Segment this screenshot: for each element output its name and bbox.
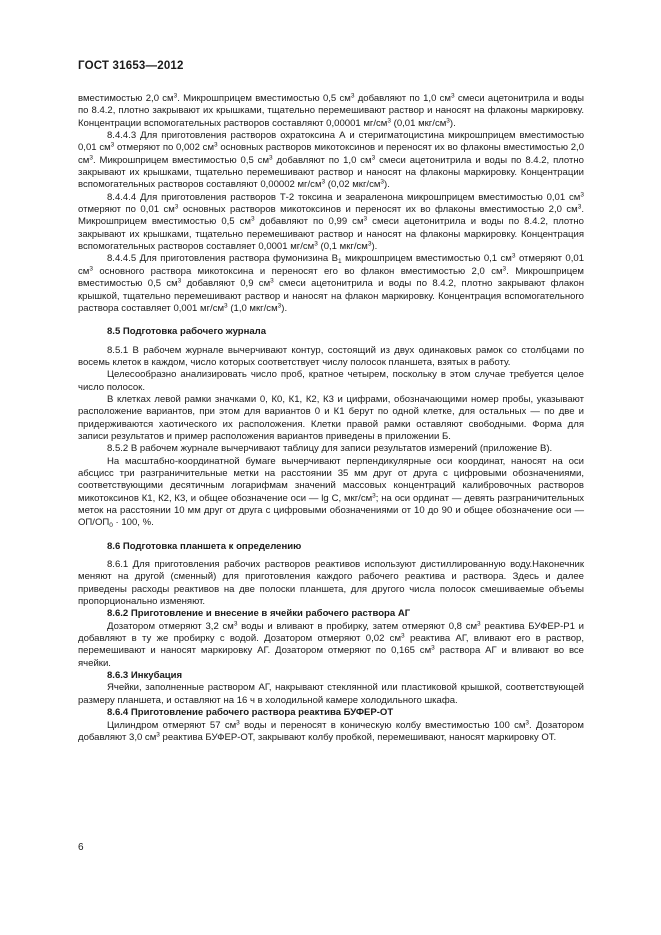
section-heading: 8.5 Подготовка рабочего журнала xyxy=(107,326,267,338)
paragraph: На масштабно-координатной бумаге вычерчивают перпендикулярные оси координат, наносят на оси абсцисс три разграничительные метки на расстоянии 35 мм друг от друга с цифровыми обозначениями, соответствующими десятичным логарифмам значений массовых концентраций калибровочных растворов микотоксинов К1, К2, К3, и общее обозначение оси — lg C, мкг/$см^3$; на оси ординат — девять разграничительных меток на расстоянии 10 мм друг от друга с цифровыми обозначениями от 10 до 90 и общее обозначение оси — $ОП/ОП_0 \cdot 100$, %. xyxy=(78,455,584,530)
paragraph: Ячейки, заполненные раствором АГ, накрывают стеклянной или пластиковой крышкой, соответствующей размеру планшета, и оставляют на 16 ч в холодильной камере холодильного шкафа. xyxy=(78,682,584,706)
paragraph: В клетках левой рамки значками 0, К0, К1, К2, К3 и цифрами, обозначающими номер пробы, указывают расположение вариантов, при этом для вариантов 0 и К1 берут по одной клетке, для остальных — по две и придерживаются хаотического их расположения. Клетки правой рамки оставляют свободными. Форма для записи результатов и пример расположения вариантов приведены в приложении Б. xyxy=(78,393,584,442)
section-heading: 8.6.2 Приготовление и внесение в ячейки рабочего раствора АГ xyxy=(107,608,411,620)
paragraph: Дозатором отмеряют 3,2 $см^3$ воды и вливают в пробирку, затем отмеряют 0,8 $см^3$ реактива БУФЕР-Р1 и добавляют в ту же пробирку с водой. Дозатором отмеряют 0,02 $см^3$ реактива АГ, вливают его в раствор, перемешивают и наносят маркировку АГ. Дозатором отмеряют по 0,165 $см^3$ раствора АГ и вливают во все ячейки. xyxy=(78,620,585,669)
paragraph: Целесообразно анализировать число проб, кратное четырем, поскольку в этом случае требуется целое число полосок. xyxy=(78,369,584,393)
section-heading: 8.6.4 Приготовление рабочего раствора реактива БУФЕР-ОТ xyxy=(107,707,394,719)
paragraph: 8.4.4.3 Для приготовления растворов охратоксина А и стеригматоцистина микрошприцем вместимостью 0,01 $см^3$ отмеряют по 0,002 $см^3$ основных растворов микотоксинов и переносят их во флаконы вместимостью 2,0 $см^3$. Микрошприцем вместимостью 0,5 $см^3$ добавляют по 1,0 $см^3$ смеси ацетонитрила и воды по 8.4.2, плотно закрывают их крышками, тщательно перемешивают раствор и наносят на флаконы маркировку. Концентрации вспомогательных растворов составляют 0,00002 $мг/см^3$ (0,02 мкг/$см^3$). xyxy=(78,130,585,191)
paragraph: 8.6.1 Для приготовления рабочих растворов реактивов используют дистиллированную воду.Наконечник меняют на другой (сменный) для приготовления каждого рабочего реактива и раствора. Здесь и далее приведены расходы реактивов на две полоски планшета, для другого числа полосок смешиваемые объемы пропорционально изменяют. xyxy=(78,559,584,608)
page-number: 6 xyxy=(78,842,84,853)
standard-header: ГОСТ 31653—2012 xyxy=(78,60,184,72)
section-heading: 8.6 Подготовка планшета к определению xyxy=(107,540,302,552)
paragraph: вместимостью 2,0 $см^3$. Микрошприцем вместимостью 0,5 $см^3$ добавляют по 1,0 $см^3$ смеси ацетонитрила и воды по 8.4.2, плотно закрывают их крышками, тщательно перемешивают раствор и наносят на флаконы маркировку. Концентрации вспомогательных растворов составляют 0,00001 $мг/см^3$ (0,01 мкг/$см^3$). xyxy=(78,92,584,129)
spacer xyxy=(78,315,584,326)
section-heading: 8.6.3 Инкубация xyxy=(107,670,183,682)
spacer xyxy=(78,530,584,541)
paragraph: 8.4.4.5 Для приготовления раствора фумонизина $В_1$ микрошприцем вместимостью 0,1 $см^3$ отмеряют 0,01 $см^3$ основного раствора микотоксина и переносят его во флакон вместимостью 2,0 $см^3$. Микрошприцем вместимостью 0,5 $см^3$ добавляют 0,9 $см^3$ смеси ацетонитрила и воды по 8.4.2, плотно закрывают флакон крышкой, тщательно перемешивают раствор и наносят на флакон маркировку. Концентрация вспомогательного раствора составляет 0,001 $мг/см^3$ (1,0 мкг/$см^3$). xyxy=(78,252,585,314)
paragraph: 8.4.4.4 Для приготовления растворов Т-2 токсина и зеараленона микрошприцем вместимостью 0,01 $см^3$ отмеряют по 0,01 $см^3$ основных растворов микотоксинов и переносят их во флаконы вместимостью 2,0 $см^3$. Микрошприцем вместимостью 0,5 $см^3$ добавляют по 0,99 $см^3$ смеси ацетонитрила и воды по 8.4.2, плотно закрывают их крышками, тщательно перемешивают раствор и наносят на флаконы маркировку. Концентрация вспомогательных растворов составляет 0,0001 $мг/см^3$ (0,1 мкг/$см^3$). xyxy=(78,191,584,253)
paragraph: 8.5.2 В рабочем журнале вычерчивают таблицу для записи результатов измерений (приложение В). xyxy=(107,443,553,455)
paragraph: 8.5.1 В рабочем журнале вычерчивают контур, состоящий из двух одинаковых рамок со столбцами по восемь клеток в каждом, число которых соответствует числу полосок планшета, взятых в работу. xyxy=(78,344,584,368)
paragraph: Цилиндром отмеряют 57 $см^3$ воды и переносят в коническую колбу вместимостью 100 $см^3$. Дозатором добавляют 3,0 $см^3$ реактива БУФЕР-ОТ, закрывают колбу пробкой, перемешивают, наносят маркировку ОТ. xyxy=(78,719,584,743)
document-body xyxy=(78,93,584,744)
